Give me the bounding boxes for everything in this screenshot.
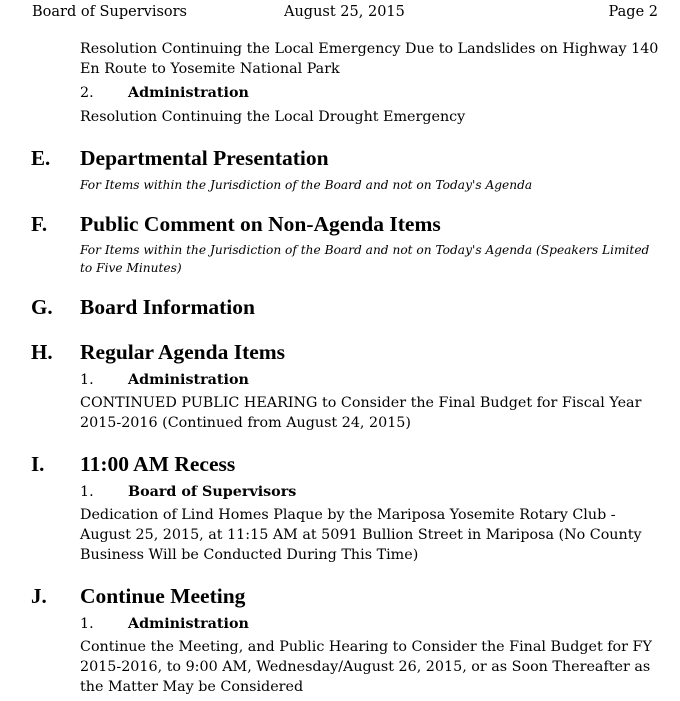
section-letter-e: E.: [31, 146, 51, 170]
section-title-e: Departmental Presentation: [80, 146, 329, 170]
item-text: Continue the Meeting, and Public Hearing to Consider the Final Budget for FY 2015-2016, to 9:00 AM, Wednesday/August 26, 2015, or as Soon Thereafter as the Matter May be Considered: [80, 639, 652, 695]
section-title-h: Regular Agenda Items: [80, 340, 286, 364]
section-letter-i: I.: [31, 452, 45, 476]
drought-resolution-text: Resolution Continuing the Local Drought Emergency: [80, 109, 466, 125]
item-number: 2.: [80, 85, 94, 101]
section-note-f: For Items within the Jurisdiction of the Board and not on Today's Agenda (Speakers Limited to Five Minutes): [80, 243, 650, 275]
item-text: CONTINUED PUBLIC HEARING to Consider the Final Budget for Fiscal Year 2015-2016 (Continued from August 24, 2015): [80, 395, 642, 431]
section-letter-f: F.: [31, 212, 48, 236]
section-letter-j: J.: [31, 584, 47, 608]
item-text: Dedication of Lind Homes Plaque by the Mariposa Yosemite Rotary Club - August 25, 2015, at 11:15 AM at 5091 Bullion Street in Mariposa (No County Business Will be Conducted During This Time): [80, 507, 642, 563]
section-title-i: 11:00 AM Recess: [80, 452, 236, 476]
section-letter-g: G.: [31, 295, 53, 319]
item-title: Board of Supervisors: [128, 484, 297, 500]
section-note-e: For Items within the Jurisdiction of the Board and not on Today's Agenda: [80, 178, 533, 192]
item-title: Administration: [128, 85, 249, 101]
item-number: 1.: [80, 372, 94, 388]
header-date: August 25, 2015: [284, 4, 405, 20]
item-number: 1.: [80, 484, 94, 500]
item-title: Administration: [128, 616, 249, 632]
section-title-f: Public Comment on Non-Agenda Items: [80, 212, 441, 236]
section-letter-h: H.: [31, 340, 53, 364]
section-title-j: Continue Meeting: [80, 584, 246, 608]
landslide-resolution-text: Resolution Continuing the Local Emergency Due to Landslides on Highway 140 En Route to Yosemite National Park: [80, 41, 659, 77]
section-title-g: Board Information: [80, 295, 255, 319]
header-page-number: Page 2: [608, 4, 658, 20]
item-title: Administration: [128, 372, 249, 388]
header-board-name: Board of Supervisors: [32, 4, 187, 20]
item-number: 1.: [80, 616, 94, 632]
page-header: [0, 4, 680, 24]
